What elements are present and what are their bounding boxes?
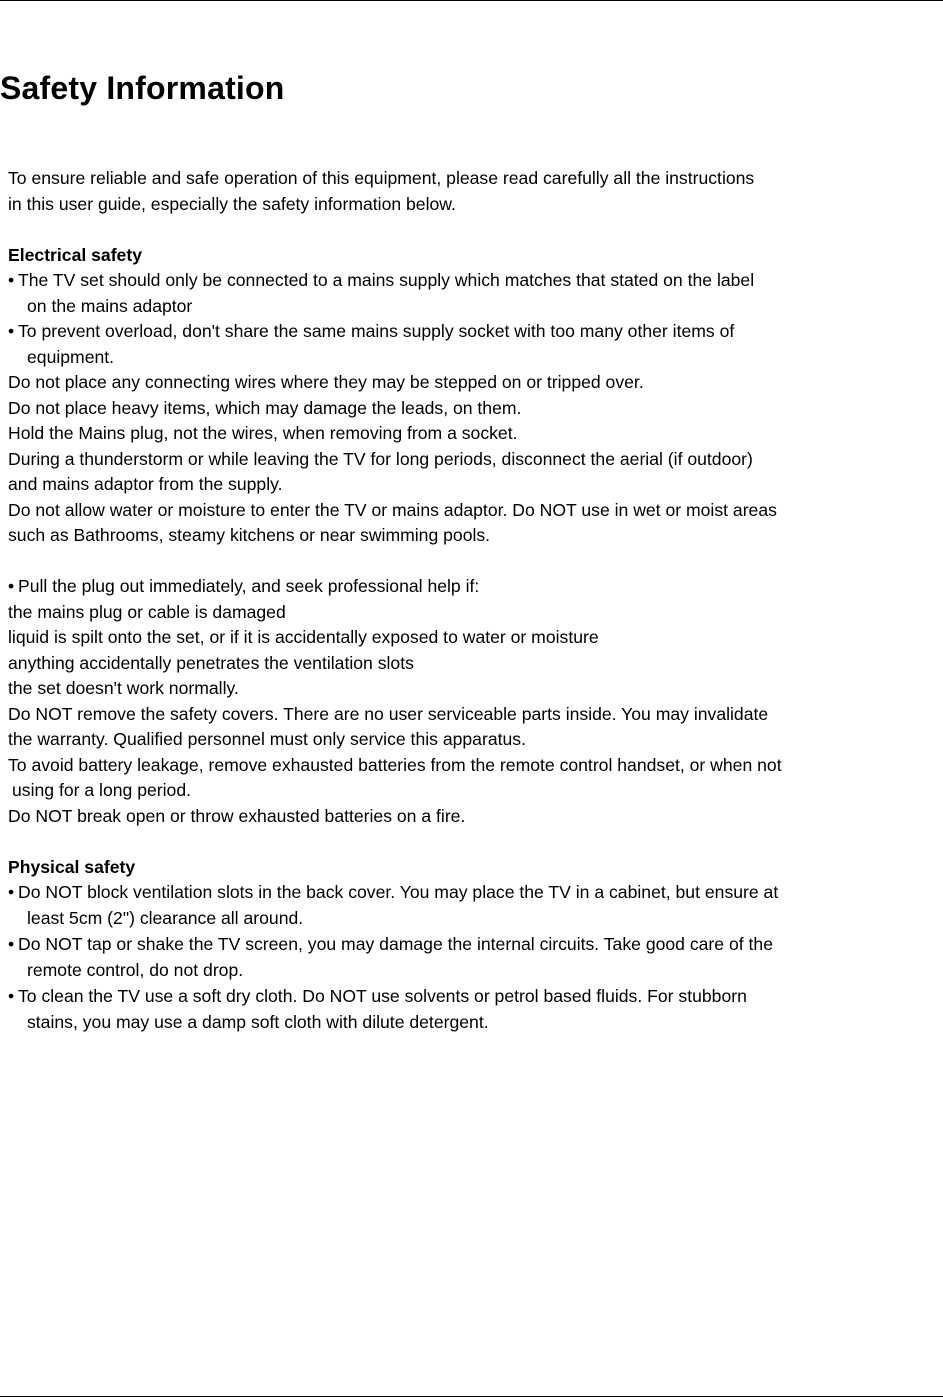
bullet-text: Do NOT tap or shake the TV screen, you may damage the internal circuits. Take good care of the xyxy=(18,934,773,954)
intro-line: To ensure reliable and safe operation of this equipment, please read carefully all the instructions xyxy=(8,168,755,188)
safety-line: Do not place heavy items, which may damage the leads, on them. xyxy=(8,397,522,418)
safety-line: and mains adaptor from the supply. xyxy=(8,474,283,494)
safety-line: During a thunderstorm or while leaving the TV for long periods, disconnect the aerial (if outdoor) xyxy=(8,448,753,469)
condition-line: anything accidentally penetrates the ventilation slots xyxy=(8,652,414,673)
bullet-continuation: equipment. xyxy=(27,346,115,367)
bullet-item xyxy=(8,268,938,319)
safety-line: the warranty. Qualified personnel must only service this apparatus. xyxy=(8,729,526,749)
bullet-icon: • xyxy=(8,882,15,902)
bullet-text: Pull the plug out immediately, and seek professional help if: xyxy=(18,576,480,596)
bullet-continuation: on the mains adaptor xyxy=(27,295,193,316)
bullet-icon: • xyxy=(8,321,15,341)
bullet-item xyxy=(8,932,938,983)
safety-line: Do NOT remove the safety covers. There are no user serviceable parts inside. You may invalidate xyxy=(8,703,769,724)
bullet-continuation: remote control, do not drop. xyxy=(27,959,244,980)
page-title: Safety Information xyxy=(0,70,285,106)
spacer xyxy=(8,549,938,575)
bullet-text: Do NOT block ventilation slots in the back cover. You may place the TV in a cabinet, but ensure at xyxy=(18,882,779,902)
electrical-safety-section xyxy=(8,243,938,549)
bullet-icon: • xyxy=(8,270,15,290)
section-heading-electrical: Electrical safety xyxy=(8,244,142,265)
section-heading-physical: Physical safety xyxy=(8,856,136,877)
top-rule xyxy=(0,0,943,1)
bullet-text: To clean the TV use a soft dry cloth. Do NOT use solvents or petrol based fluids. For stubborn xyxy=(18,986,747,1006)
bullet-icon: • xyxy=(8,934,15,954)
bullet-icon: • xyxy=(8,986,15,1006)
condition-line: liquid is spilt onto the set, or if it is accidentally exposed to water or moisture xyxy=(8,627,599,647)
physical-safety-section xyxy=(8,855,938,1036)
safety-line: Do not allow water or moisture to enter the TV or mains adaptor. Do NOT use in wet or moist areas xyxy=(8,499,777,520)
spacer xyxy=(8,217,938,243)
bullet-item xyxy=(8,880,938,931)
pull-plug-section xyxy=(8,574,938,829)
spacer xyxy=(8,829,938,855)
bullet-continuation: stains, you may use a damp soft cloth with dilute detergent. xyxy=(27,1011,489,1032)
bullet-icon: • xyxy=(8,576,15,596)
safety-line: Hold the Mains plug, not the wires, when removing from a socket. xyxy=(8,423,518,443)
safety-content xyxy=(8,166,938,1035)
condition-line: the mains plug or cable is damaged xyxy=(8,601,286,622)
safety-line: using for a long period. xyxy=(12,780,191,800)
safety-line: To avoid battery leakage, remove exhausted batteries from the remote control handset, or when not xyxy=(8,754,782,775)
intro-paragraph xyxy=(8,166,938,217)
bullet-text: The TV set should only be connected to a mains supply which matches that stated on the label xyxy=(18,270,755,290)
bottom-rule xyxy=(0,1396,943,1397)
bullet-continuation: least 5cm (2") clearance all around. xyxy=(27,907,304,928)
condition-line: the set doesn't work normally. xyxy=(8,678,239,698)
bullet-item xyxy=(8,319,938,370)
safety-line: Do NOT break open or throw exhausted batteries on a fire. xyxy=(8,805,466,826)
safety-line: such as Bathrooms, steamy kitchens or near swimming pools. xyxy=(8,525,491,545)
bullet-text: To prevent overload, don't share the same mains supply socket with too many other items of xyxy=(18,321,735,341)
safety-line: Do not place any connecting wires where they may be stepped on or tripped over. xyxy=(8,372,644,392)
intro-line: in this user guide, especially the safety information below. xyxy=(8,193,456,214)
bullet-item xyxy=(8,574,938,600)
bullet-item xyxy=(8,984,938,1035)
